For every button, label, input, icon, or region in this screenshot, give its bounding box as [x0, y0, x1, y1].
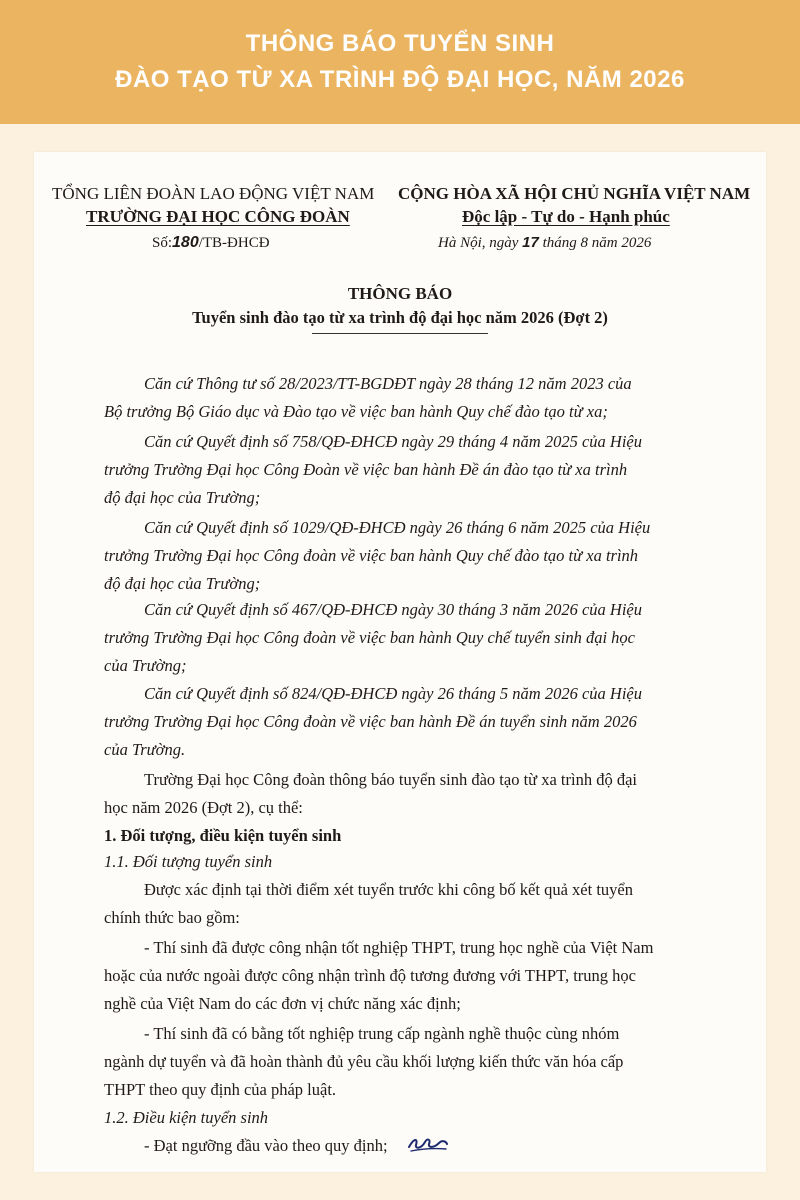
- banner-title-line-2: ĐÀO TẠO TỪ XA TRÌNH ĐỘ ĐẠI HỌC, NĂM 2026: [115, 66, 685, 93]
- banner-title-line-1: THÔNG BÁO TUYỂN SINH: [245, 30, 555, 57]
- basis-1-line-2: Bộ trưởng Bộ Giáo dục và Đào tạo về việc ban hành Quy chế đào tạo từ xa;: [104, 402, 608, 421]
- initials-mark-icon: [406, 1132, 450, 1154]
- section-1-heading: 1. Đối tượng, điều kiện tuyển sinh: [104, 826, 342, 845]
- basis-2-line-2: trưởng Trường Đại học Công Đoàn về việc ban hành Đề án đào tạo từ xa trình: [104, 460, 628, 479]
- org-name: TRƯỜNG ĐẠI HỌC CÔNG ĐOÀN: [86, 207, 350, 226]
- number-handwritten: 180: [172, 234, 199, 251]
- document-number: [152, 234, 270, 252]
- basis-1-line-1: Căn cứ Thông tư số 28/2023/TT-BGDĐT ngày 28 tháng 12 năm 2023 của: [144, 374, 632, 393]
- number-prefix: Số:: [152, 235, 173, 251]
- basis-5-line-2: trưởng Trường Đại học Công đoàn về việc ban hành Đề án tuyển sinh năm 2026: [104, 712, 637, 731]
- intro-line-1: Trường Đại học Công đoàn thông báo tuyển sinh đào tạo từ xa trình độ đại: [144, 770, 637, 789]
- basis-3-line-1: Căn cứ Quyết định số 1029/QĐ-ĐHCĐ ngày 26 tháng 6 năm 2025 của Hiệu: [144, 518, 651, 537]
- title-underline: [312, 333, 488, 334]
- basis-2-line-3: độ đại học của Trường;: [104, 488, 261, 507]
- basis-3-line-2: trưởng Trường Đại học Công đoàn về việc ban hành Quy chế đào tạo từ xa trình: [104, 546, 639, 565]
- document-date: [438, 234, 651, 252]
- number-suffix: /TB-ĐHCĐ: [198, 235, 270, 251]
- bullet-1-line-3: nghề của Việt Nam do các đơn vị chức năng xác định;: [104, 994, 461, 1013]
- date-suffix: tháng 8 năm 2026: [542, 235, 652, 251]
- basis-5-line-3: của Trường.: [104, 740, 186, 759]
- bullet-2-line-1: - Thí sinh đã có bằng tốt nghiệp trung cấp ngành nghề thuộc cùng nhóm: [144, 1024, 620, 1043]
- section-1-2-heading: 1.2. Điều kiện tuyển sinh: [104, 1108, 269, 1127]
- basis-5-line-1: Căn cứ Quyết định số 824/QĐ-ĐHCĐ ngày 26 tháng 5 năm 2026 của Hiệu: [144, 684, 642, 703]
- bullet-1-line-2: hoặc của nước ngoài được công nhận trình độ tương đương với THPT, trung học: [104, 966, 636, 985]
- date-day-handwritten: 17: [522, 234, 539, 251]
- bullet-2-line-3: THPT theo quy định của pháp luật.: [104, 1080, 337, 1099]
- intro-line-2: học năm 2026 (Đợt 2), cụ thể:: [104, 798, 303, 817]
- basis-2-line-1: Căn cứ Quyết định số 758/QĐ-ĐHCĐ ngày 29 tháng 4 năm 2025 của Hiệu: [144, 432, 642, 451]
- org-parent: TỔNG LIÊN ĐOÀN LAO ĐỘNG VIỆT NAM: [52, 184, 375, 203]
- bullet-2-line-2: ngành dự tuyển và đã hoàn thành đủ yêu cầu khối lượng kiến thức văn hóa cấp: [104, 1052, 624, 1071]
- banner: [0, 0, 800, 124]
- bullet-3: - Đạt ngưỡng đầu vào theo quy định;: [144, 1136, 388, 1155]
- motto: Độc lập - Tự do - Hạnh phúc: [462, 207, 670, 226]
- basis-3-line-3: độ đại học của Trường;: [104, 574, 261, 593]
- basis-4-line-1: Căn cứ Quyết định số 467/QĐ-ĐHCĐ ngày 30 tháng 3 năm 2026 của Hiệu: [144, 600, 642, 619]
- section-1-1-intro-line-1: Được xác định tại thời điểm xét tuyển trước khi công bố kết quả xét tuyển: [144, 880, 633, 899]
- date-prefix: Hà Nội, ngày: [438, 235, 519, 251]
- section-1-1-heading: 1.1. Đối tượng tuyển sinh: [104, 852, 273, 871]
- document-subtitle: Tuyển sinh đào tạo từ xa trình độ đại học năm 2026 (Đợt 2): [192, 308, 608, 327]
- bullet-1-line-1: - Thí sinh đã được công nhận tốt nghiệp THPT, trung học nghề của Việt Nam: [144, 938, 654, 957]
- section-1-1-intro-line-2: chính thức bao gồm:: [104, 908, 240, 927]
- country-name: CỘNG HÒA XÃ HỘI CHỦ NGHĨA VIỆT NAM: [398, 184, 751, 203]
- basis-4-line-2: trưởng Trường Đại học Công đoàn về việc ban hành Quy chế tuyển sinh đại học: [104, 628, 635, 647]
- basis-4-line-3: của Trường;: [104, 656, 187, 675]
- document-scan: [34, 152, 766, 1172]
- document-title: THÔNG BÁO: [347, 284, 453, 303]
